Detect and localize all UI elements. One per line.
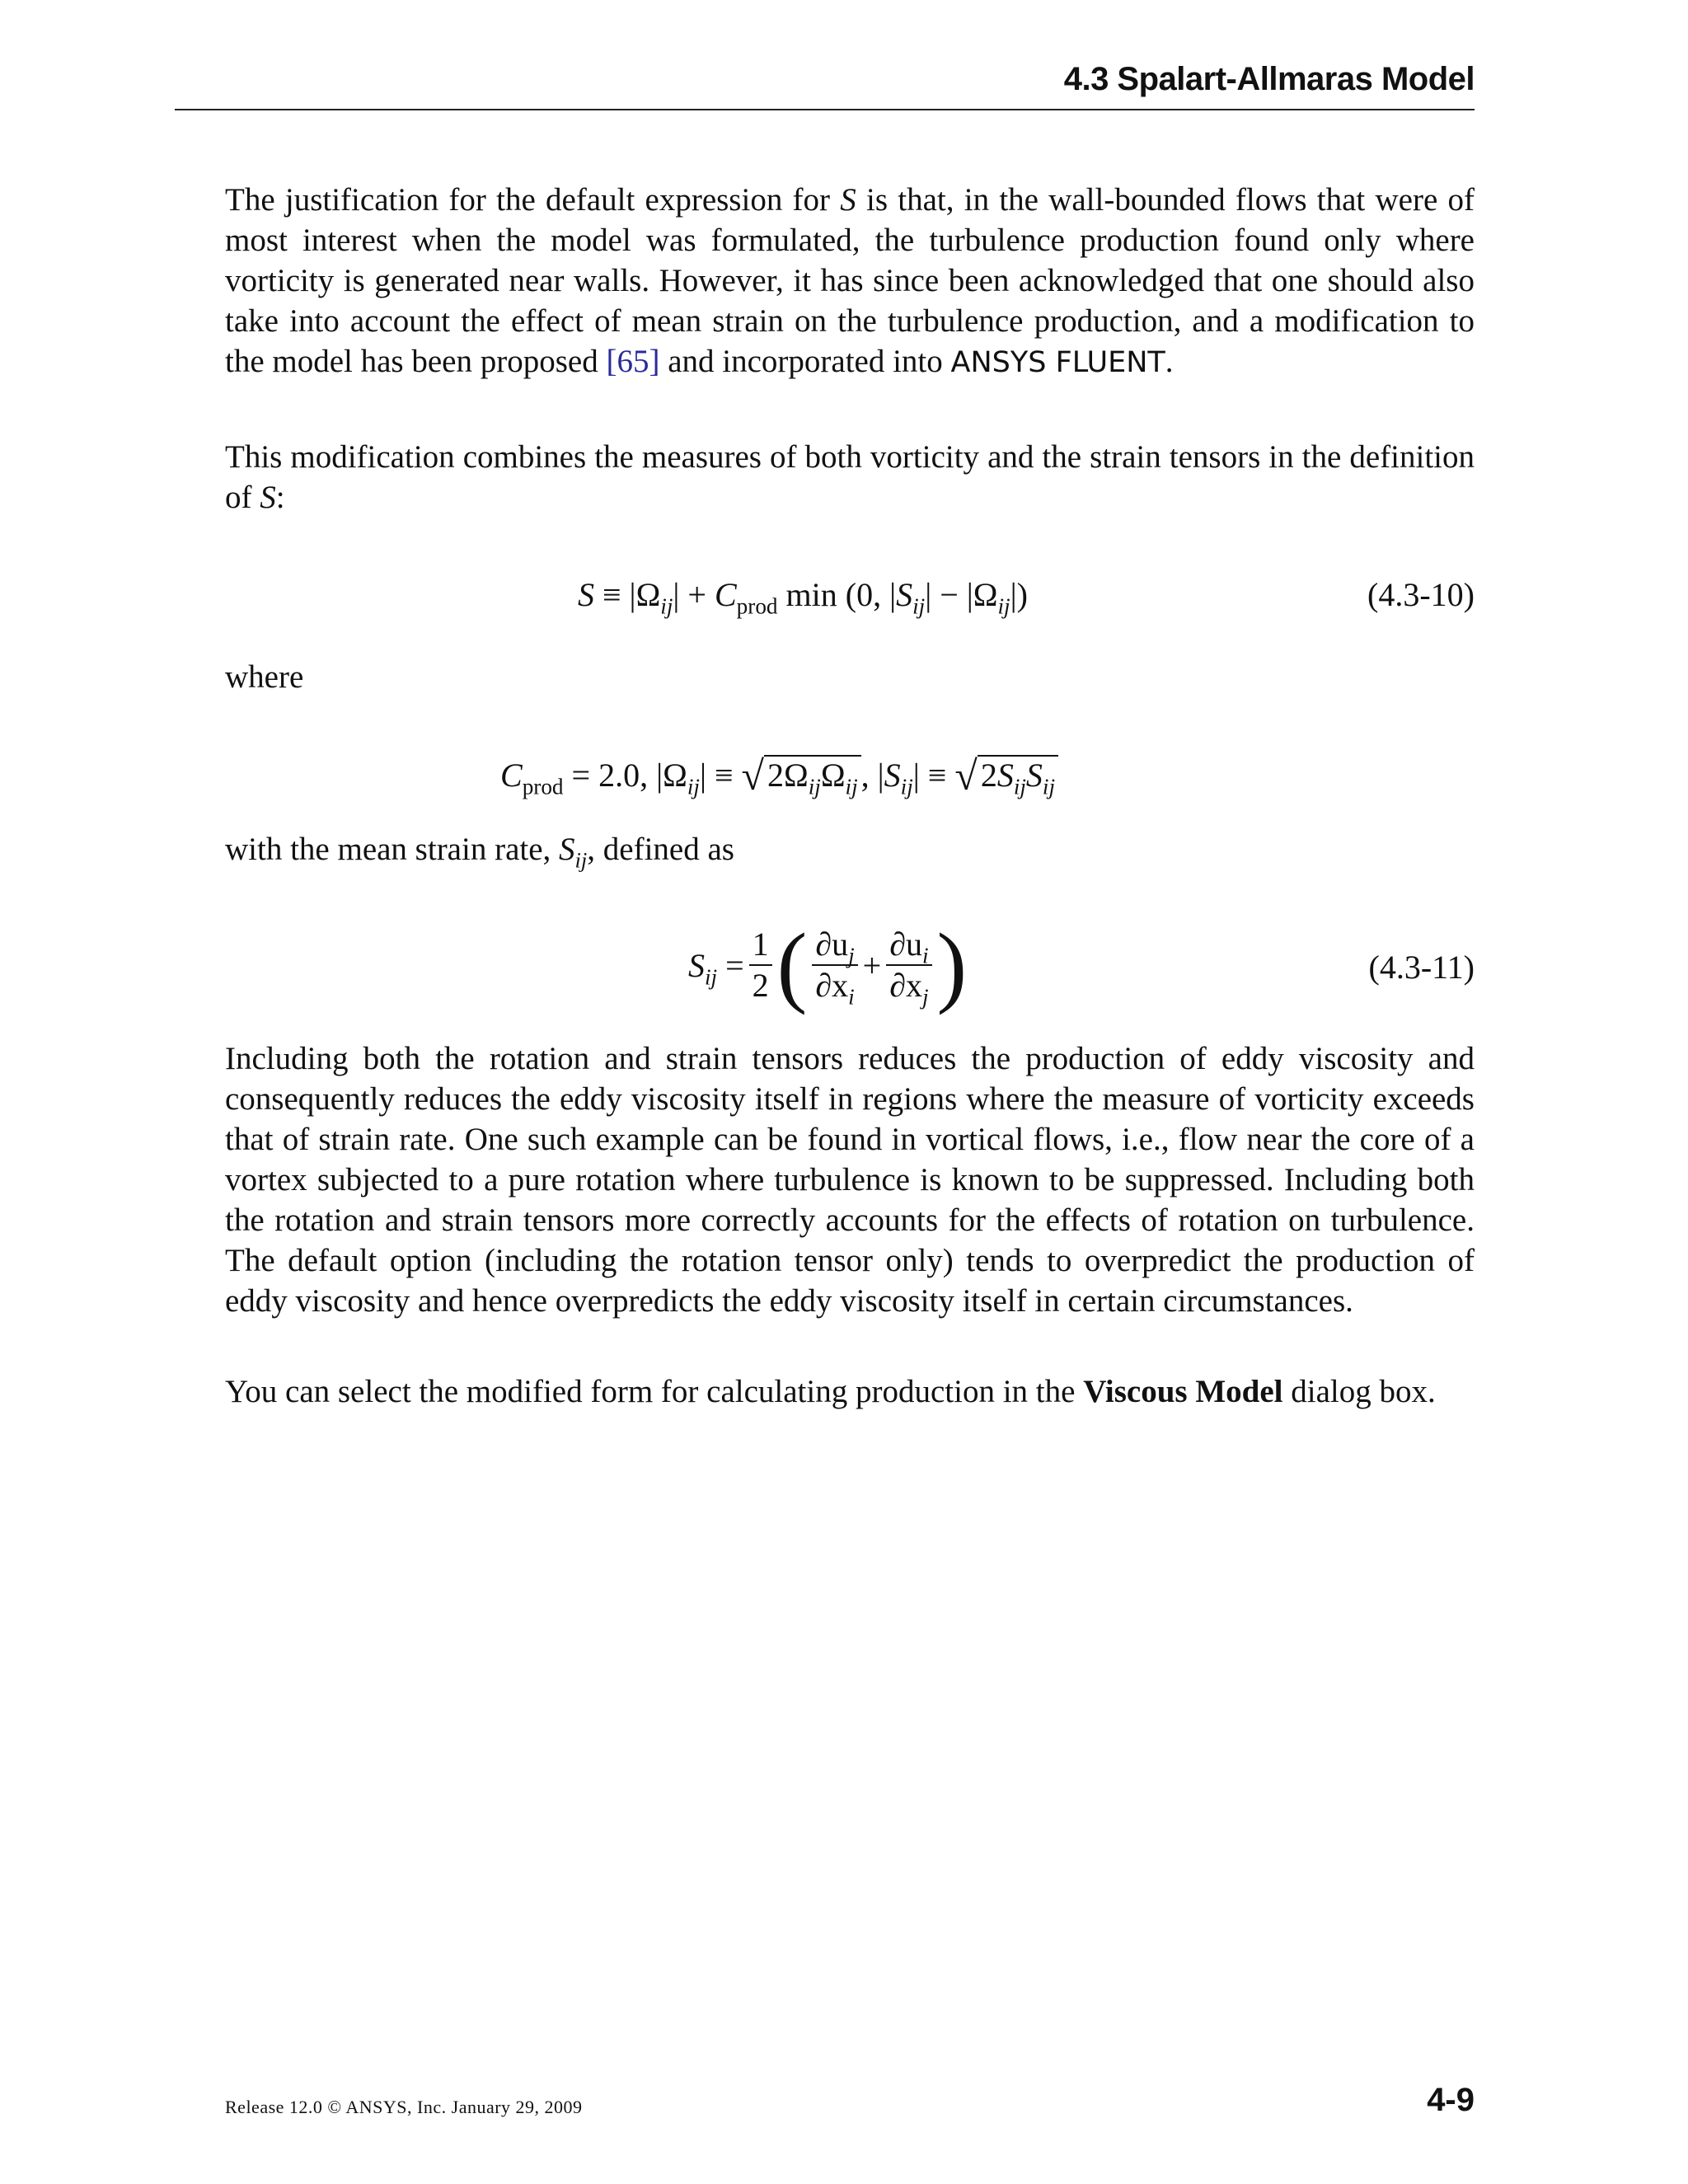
equation-number: (4.3-10) xyxy=(1367,576,1475,613)
page-number: 4-9 xyxy=(1427,2082,1475,2118)
where-label: where xyxy=(225,659,304,695)
equation-4-3-11 xyxy=(225,912,1475,1019)
running-header: 4.3 Spalart-Allmaras Model xyxy=(1063,61,1475,97)
paragraph-modification: This modification combines the measures of both vorticity and the strain tensors in the definition of S: xyxy=(225,439,1475,515)
sqrt-omega: √ $2\Omega_{ij}\Omega_{ij}$ xyxy=(742,752,861,799)
paragraph-viscous-model: You can select the modified form for calculating production in the Viscous Model dialog box. xyxy=(225,1374,1436,1409)
paragraph-rotation-strain: Including both the rotation and strain tensors reduces the production of eddy viscosity and consequently reduces the eddy viscosity itself in regions where the measure of vorticity exceeds that of strain rate. One such example can be found in vortical flows, i.e., flow near the core of a vortex subjected to a pure rotation where turbulence is known to be suppressed. Including both the rotation and strain tensors more correctly accounts for the effects of rotation on turbulence. The default option (including the rotation tensor only) tends to overpredict the production of eddy viscosity and hence overpredicts the eddy viscosity itself in certain circumstances. xyxy=(225,1041,1475,1319)
equation-number: (4.3-11) xyxy=(1368,949,1475,986)
equation-body: $S \equiv |\Omega_{ij}| + C_{prod}$ min (0, $|S_{ij}| - |\Omega_{ij}|$) xyxy=(578,576,1028,619)
product-name: ANSYS FLUENT xyxy=(950,346,1165,379)
strain-rate-equation: $S_{ij}$ = $\frac{1}{2}$ ( $\frac{\partial u_j}{\partial x_i}$ + $\frac{\partial u_i}{\partial x_j}$ ) xyxy=(688,915,968,1015)
paragraph-justification: The justification for the default expression for S is that, in the wall-bounded flows that were of most interest when the model was formulated, the turbulence production found only where vorticity is generated near walls. However, it has since been acknowledged that one should also take into account the effect of mean strain on the turbulence production, and a modification to the model has been proposed [65] and incorporated into ANSYS FLUENT. xyxy=(225,182,1475,379)
definitions-body: $C_{prod} = 2.0$, $|\Omega_{ij}|$ ≡ √ $2\Omega_{ij}\Omega_{ij}$ , $|S_{ij}|$ ≡ √ $2S_{ij}S_{ij}$ xyxy=(500,752,1058,799)
footer-release: Release 12.0 © ANSYS, Inc. January 29, 2009 xyxy=(225,2097,583,2117)
viscous-model-dialog-name: Viscous Model xyxy=(1083,1374,1283,1409)
citation-link[interactable]: [65] xyxy=(606,344,660,379)
sqrt-strain: √ $2S_{ij}S_{ij}$ xyxy=(954,752,1058,799)
header-rule xyxy=(175,109,1475,110)
paragraph-mean-strain: with the mean strain rate, $S_{ij}$, defined as xyxy=(225,832,734,873)
